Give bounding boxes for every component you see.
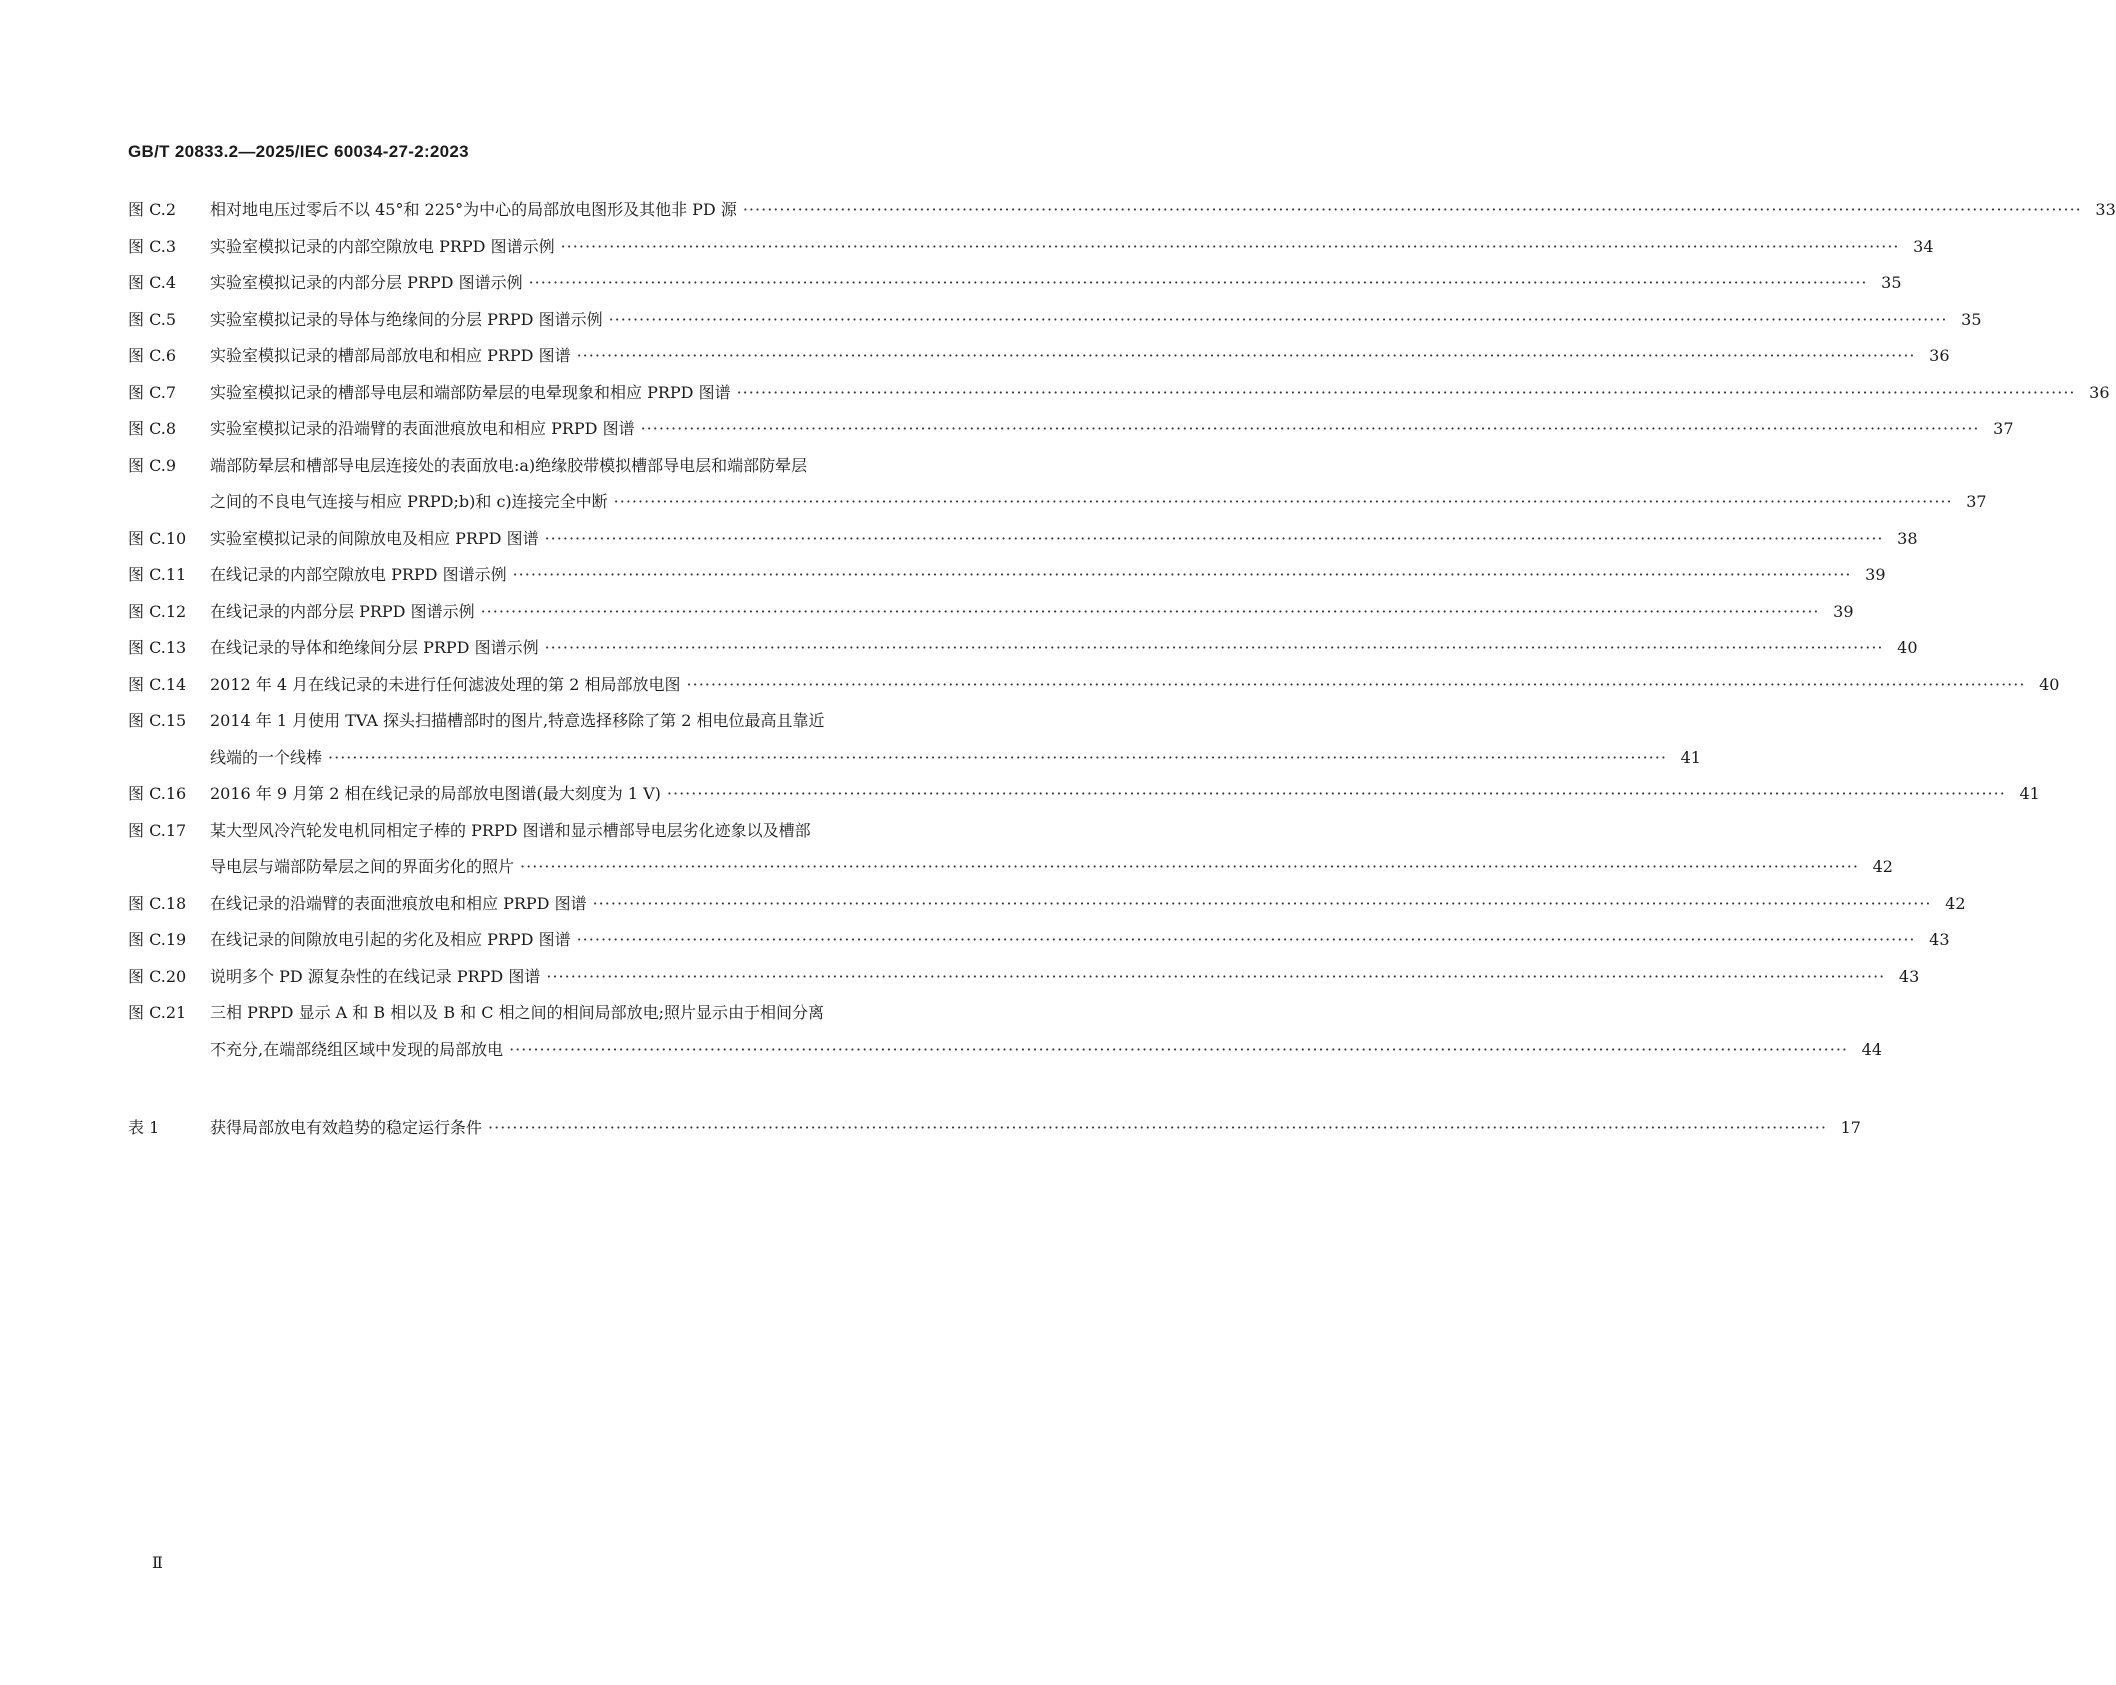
toc-figure-entry[interactable]: [128, 192, 2116, 229]
toc-figure-entry[interactable]: [128, 703, 1701, 776]
toc-entry-number: 图 C.5: [128, 309, 177, 329]
dot-leader: ····························································································································································································································: [686, 674, 2026, 694]
table-list: [128, 1110, 1861, 1147]
dot-leader: ····························································································································································································································: [528, 273, 1868, 292]
toc-entry-title: 2014 年 1 月使用 TVA 探头扫描槽部时的图片,特意选择移除了第 2 相电位最高且靠近: [210, 711, 825, 730]
toc-figure-entry[interactable]: [128, 338, 1950, 375]
section-gap: [128, 1068, 1056, 1110]
toc-entry-page: 39: [1865, 565, 1886, 584]
toc-entry-line: [128, 849, 1893, 886]
toc-entry-page: 34: [1913, 236, 1934, 256]
toc-entry-number: 图 C.10: [128, 528, 187, 548]
toc-entry-page: 39: [1833, 601, 1854, 621]
toc-entry-line: [128, 448, 1056, 485]
dot-leader: ····························································································································································································································: [736, 382, 2076, 402]
toc-entry-number: 图 C.21: [128, 1003, 187, 1022]
toc-entry-number: 图 C.2: [128, 200, 177, 219]
dot-leader: ····························································································································································································································: [608, 309, 1948, 329]
toc-entry-number: 图 C.9: [128, 455, 177, 475]
toc-entry-page: 37: [1966, 492, 1987, 511]
toc-entry-line: [128, 521, 1918, 558]
toc-entry-title: 获得局部放电有效趋势的稳定运行条件: [210, 1118, 483, 1137]
toc-entry-number: 图 C.16: [128, 784, 187, 803]
dot-leader: ····························································································································································································································: [576, 930, 1916, 949]
toc-entry-title: 实验室模拟记录的沿端臂的表面泄痕放电和相应 PRPD 图谱: [210, 419, 635, 438]
toc-entry-title: 相对地电压过零后不以 45°和 225°为中心的局部放电图形及其他非 PD 源: [210, 200, 737, 219]
toc-entry-page: 38: [1897, 528, 1918, 548]
toc-entry-title: 2012 年 4 月在线记录的未进行任何滤波处理的第 2 相局部放电图: [210, 674, 681, 694]
dot-leader: ····························································································································································································································: [560, 236, 1900, 256]
toc-entry-line: [128, 484, 1987, 521]
toc-entry-page: 40: [2039, 674, 2060, 694]
toc-entry-title: 之间的不良电气连接与相应 PRPD;b)和 c)连接完全中断: [210, 492, 608, 511]
toc-entry-number: 图 C.20: [128, 966, 187, 986]
dot-leader: ····························································································································································································································: [488, 1118, 1827, 1137]
toc-entry-line: [128, 1110, 1861, 1147]
toc-entry-line: [128, 338, 1950, 375]
toc-entry-number: 图 C.11: [128, 565, 187, 584]
toc-entry-title: 实验室模拟记录的间隙放电及相应 PRPD 图谱: [210, 528, 539, 548]
toc-entry-line: [128, 411, 2014, 448]
toc-table-entry[interactable]: [128, 1110, 1861, 1147]
toc-entry-title: 在线记录的间隙放电引起的劣化及相应 PRPD 图谱: [210, 930, 571, 949]
dot-leader: ····························································································································································································································: [666, 784, 2006, 803]
toc-figure-entry[interactable]: [128, 922, 1950, 959]
toc-entry-page: 43: [1929, 930, 1950, 949]
toc-entry-line: [128, 740, 1701, 777]
toc-entry-line: [128, 667, 2060, 704]
toc-entry-line: [128, 1032, 1882, 1069]
dot-leader: ····························································································································································································································: [640, 419, 1980, 438]
toc-entry-title: 不充分,在端部绕组区域中发现的局部放电: [210, 1039, 504, 1059]
toc-entry-page: 41: [1680, 747, 1701, 767]
toc-entry-number: 图 C.13: [128, 638, 187, 657]
toc-entry-line: [128, 557, 1886, 594]
toc-figure-entry[interactable]: [128, 557, 1886, 594]
toc-entry-line: [128, 886, 1966, 923]
toc-entry-title: 实验室模拟记录的槽部导电层和端部防晕层的电晕现象和相应 PRPD 图谱: [210, 382, 731, 402]
toc-entry-title: 在线记录的沿端臂的表面泄痕放电和相应 PRPD 图谱: [210, 893, 587, 913]
toc-figure-entry[interactable]: [128, 521, 1918, 558]
toc-figure-entry[interactable]: [128, 302, 1982, 339]
toc-entry-number: 图 C.15: [128, 711, 187, 730]
document-header: GB/T 20833.2—2025/IEC 60034-27-2:2023: [128, 142, 469, 161]
dot-leader: ····························································································································································································································: [512, 565, 1852, 584]
toc-figure-entry[interactable]: [128, 995, 1882, 1068]
toc-figure-entry[interactable]: [128, 448, 1987, 521]
toc-entry-number: 图 C.3: [128, 236, 177, 256]
toc-entry-page: 43: [1898, 966, 1920, 986]
toc-entry-line: [128, 995, 1056, 1032]
toc-figure-entry[interactable]: [128, 265, 1902, 302]
toc-figure-entry[interactable]: [128, 630, 1918, 667]
toc-entry-title: 导电层与端部防晕层之间的界面劣化的照片: [210, 857, 515, 876]
dot-leader: ····························································································································································································································: [520, 857, 1859, 876]
toc-figure-entry[interactable]: [128, 375, 2110, 412]
toc-entry-title: 说明多个 PD 源复杂性的在线记录 PRPD 图谱: [210, 966, 541, 986]
toc-entry-line: [128, 265, 1902, 302]
toc-entry-number: 图 C.17: [128, 820, 187, 840]
dot-leader: ····························································································································································································································: [613, 492, 1953, 511]
toc-entry-title: 三相 PRPD 显示 A 和 B 相以及 B 和 C 相之间的相间局部放电;照片显示由于相间分离: [210, 1003, 824, 1022]
toc-entry-number: 图 C.18: [128, 893, 187, 913]
toc-entry-number: 图 C.14: [128, 674, 187, 694]
toc-figure-entry[interactable]: [128, 411, 2014, 448]
figure-list: [128, 192, 2116, 1068]
toc-entry-page: 33: [2095, 200, 2116, 219]
toc-entry-title: 实验室模拟记录的导体与绝缘间的分层 PRPD 图谱示例: [210, 309, 603, 329]
dot-leader: ····························································································································································································································: [742, 200, 2082, 219]
dot-leader: ····························································································································································································································: [328, 747, 1667, 767]
toc-entry-line: [128, 229, 1934, 266]
toc-entry-page: 42: [1872, 857, 1893, 876]
toc-entry-page: 42: [1945, 893, 1966, 913]
toc-entry-line: [128, 776, 2040, 813]
toc-entry-number: 图 C.4: [128, 273, 177, 292]
toc-entry-number: 图 C.6: [128, 346, 177, 365]
toc-entry-number: 图 C.19: [128, 930, 187, 949]
toc-entry-title: 端部防晕层和槽部导电层连接处的表面放电:a)绝缘胶带模拟槽部导电层和端部防晕层: [210, 455, 808, 475]
table-of-contents: [128, 192, 2116, 1147]
toc-entry-number: 图 C.7: [128, 382, 177, 402]
dot-leader: ····························································································································································································································: [546, 966, 1886, 986]
toc-figure-entry[interactable]: [128, 959, 1920, 996]
toc-entry-title: 实验室模拟记录的内部空隙放电 PRPD 图谱示例: [210, 236, 555, 256]
toc-entry-page: 36: [2089, 382, 2110, 402]
page-number: Ⅱ: [152, 1553, 163, 1572]
toc-entry-page: 44: [1861, 1039, 1882, 1059]
toc-entry-title: 在线记录的内部分层 PRPD 图谱示例: [210, 601, 475, 621]
toc-entry-page: 35: [1881, 273, 1902, 292]
dot-leader: ····························································································································································································································: [576, 346, 1916, 365]
toc-figure-entry[interactable]: [128, 594, 1854, 631]
toc-entry-line: [128, 302, 1982, 339]
toc-entry-title: 在线记录的导体和绝缘间分层 PRPD 图谱示例: [210, 638, 539, 657]
toc-entry-line: [128, 192, 2116, 229]
toc-entry-line: [128, 375, 2110, 412]
toc-entry-page: 40: [1897, 638, 1918, 657]
toc-entry-number: 图 C.8: [128, 419, 177, 438]
toc-entry-title: 线端的一个线棒: [210, 747, 323, 767]
toc-entry-title: 实验室模拟记录的槽部局部放电和相应 PRPD 图谱: [210, 346, 571, 365]
toc-entry-line: [128, 959, 1920, 996]
toc-entry-line: [128, 922, 1950, 959]
dot-leader: ····························································································································································································································: [544, 528, 1884, 548]
toc-entry-page: 35: [1961, 309, 1982, 329]
dot-leader: ····························································································································································································································: [544, 638, 1884, 657]
toc-entry-line: [128, 630, 1918, 667]
toc-figure-entry[interactable]: [128, 813, 1893, 886]
toc-entry-line: [128, 813, 1056, 850]
toc-figure-entry[interactable]: [128, 229, 1934, 266]
toc-entry-number: 表 1: [128, 1118, 160, 1137]
toc-entry-title: 在线记录的内部空隙放电 PRPD 图谱示例: [210, 565, 507, 584]
toc-figure-entry[interactable]: [128, 776, 2040, 813]
toc-entry-title: 实验室模拟记录的内部分层 PRPD 图谱示例: [210, 273, 523, 292]
toc-figure-entry[interactable]: [128, 667, 2060, 704]
toc-entry-page: 17: [1840, 1118, 1861, 1137]
toc-entry-page: 36: [1929, 346, 1950, 365]
toc-entry-number: 图 C.12: [128, 601, 187, 621]
toc-entry-line: [128, 703, 1056, 740]
toc-figure-entry[interactable]: [128, 886, 1966, 923]
toc-entry-title: 某大型风冷汽轮发电机同相定子棒的 PRPD 图谱和显示槽部导电层劣化迹象以及槽部: [210, 820, 811, 840]
toc-entry-page: 37: [1993, 419, 2014, 438]
dot-leader: ····························································································································································································································: [592, 893, 1932, 913]
dot-leader: ····························································································································································································································: [509, 1039, 1848, 1059]
toc-entry-title: 2016 年 9 月第 2 相在线记录的局部放电图谱(最大刻度为 1 V): [210, 784, 661, 803]
toc-entry-line: [128, 594, 1854, 631]
dot-leader: ····························································································································································································································: [480, 601, 1820, 621]
toc-entry-page: 41: [2019, 784, 2040, 803]
